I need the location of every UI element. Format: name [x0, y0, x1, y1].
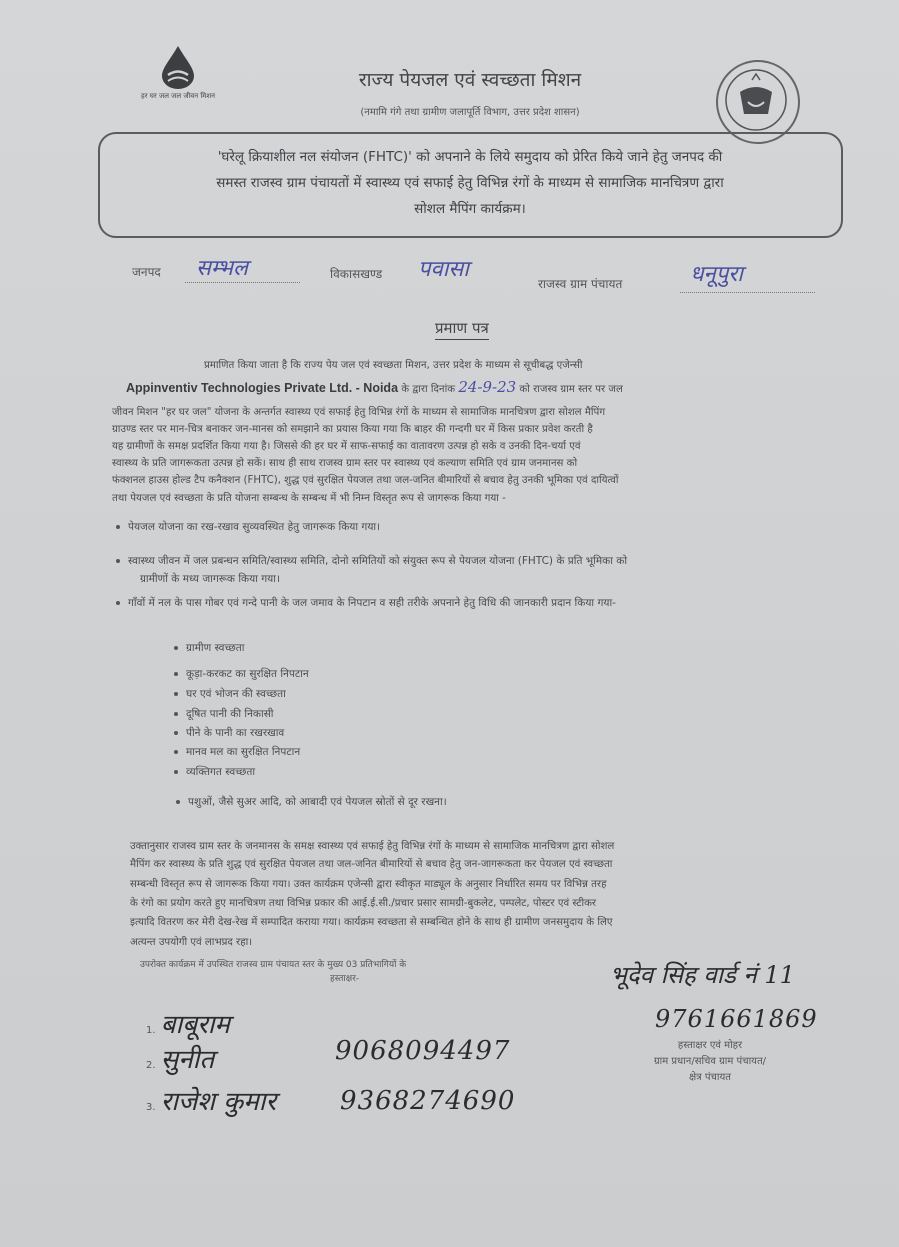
topic-item-3: [174, 687, 286, 701]
closing-line-5: इत्यादि वितरण कर मेरी देख-रेख में सम्पादित कराया गया। कार्यक्रम स्वच्छता से सम्बन्धित होने के साथ ही ग्रामीण जनसमुदाय के लिए: [130, 917, 613, 928]
org-title: राज्य पेयजल एवं स्वच्छता मिशन: [358, 69, 582, 91]
participant-row-3: [146, 1082, 276, 1118]
participant-row-2: [146, 1040, 214, 1076]
participant-num: 2.: [146, 1060, 156, 1071]
participant-num: 3.: [146, 1102, 156, 1113]
topic-text: दूषित पानी की निकासी: [186, 708, 274, 720]
bullet-dot: [174, 712, 178, 716]
closing-line-4: के रंगो का प्रयोग करते हुए मानचित्रण तथा विभिन्न प्रकार की आई.ई.सी./प्रचार प्रसार सामग्री-बुकलेट, पम्पलेट, पोस्टर एवं स्टीकर: [130, 898, 597, 909]
participant-signature: राजेश कुमार: [160, 1087, 277, 1117]
agency-name: Appinventiv Technologies Private Ltd. - Noida: [126, 381, 399, 395]
bullet-dot: [174, 770, 178, 774]
intro-date-prefix: के द्वारा दिनांक: [401, 384, 456, 395]
participant-num: 1.: [146, 1025, 156, 1036]
closing-line-1: उक्तानुसार राजस्व ग्राम स्तर के जनमानस के समक्ष स्वास्थ्य एवं सफाई हेतु विभिन्न रंगों के माध्यम से सामाजिक मानचित्रण द्वारा सोशल: [130, 841, 615, 852]
intro-line-2: [126, 378, 856, 396]
district-underline: [185, 282, 300, 283]
org-subtitle: (नमामि गंगे तथा ग्रामीण जलापूर्ति विभाग, उत्तर प्रदेश शासन): [360, 107, 580, 118]
bullet-dot: [176, 800, 180, 804]
panchayat-value: धनूपुरा: [690, 262, 743, 287]
pradhan-caption-line-3: क्षेत्र पंचायत: [689, 1072, 731, 1083]
closing-line-6: अत्यन्त उपयोगी एवं लाभप्रद रहा।: [130, 937, 253, 948]
bullet-1-text: पेयजल योजना का रख-रखाव सुव्यवस्थित हेतु जागरूक किया गया।: [128, 521, 381, 533]
intro-date-suffix: को राजस्व ग्राम स्तर पर जल: [519, 384, 623, 395]
bullet-3: [116, 596, 856, 610]
closing-line-3: सम्बन्धी विस्तृत रूप से जागरूक किया गया। उक्त कार्यक्रम एजेन्सी द्वारा स्वीकृत माड्यूल के अनुसार निर्धारित समय पर विभिन्न तरह: [130, 879, 607, 890]
topic-text: मानव मल का सुरक्षित निपटान: [186, 746, 301, 758]
animals-note: [176, 795, 447, 809]
participant-phone-2: 9068094497: [335, 1036, 511, 1066]
topic-item-6: [174, 745, 300, 759]
closing-line-2: मैपिंग कर स्वास्थ्य के प्रति शुद्ध एवं सुरक्षित पेयजल तथा जल-जनित बीमारियों से बचाव हेतु जन-जागरूकता कर पेयजल एवं स्वच्छता: [130, 859, 613, 870]
bullet-dot: [174, 646, 178, 650]
block-label: विकासखण्ड: [330, 267, 383, 281]
intro-line-7: फंक्शनल हाउस होल्ड टैप कनैक्शन (FHTC), शुद्ध एवं सुरक्षित पेयजल तथा जल-जनित बीमारियों से बचाव हेतु उनकी भूमिका एवं दायित्वों: [112, 475, 619, 486]
bullet-dot: [116, 525, 120, 529]
logo-tagline: हर घर जल जल जीवन मिशन: [140, 92, 215, 100]
bullet-dot: [174, 750, 178, 754]
topic-text: ग्रामीण स्वच्छता: [186, 642, 245, 654]
program-banner: [98, 132, 843, 238]
pradhan-caption-line-2: ग्राम प्रधान/सचिव ग्राम पंचायत/: [653, 1056, 767, 1067]
banner-line-3: सोशल मैपिंग कार्यक्रम।: [414, 201, 526, 217]
block-value: पवासा: [418, 257, 469, 282]
participant-phone-3: 9368274690: [340, 1086, 516, 1116]
topic-text: घर एवं भोजन की स्वच्छता: [186, 688, 286, 700]
intro-line-3: जीवन मिशन "हर घर जल" योजना के अन्तर्गत स्वास्थ्य एवं सफाई हेतु विभिन्न रंगों के माध्यम से सामाजिक मानचित्रण द्वारा सोशल मैपिंग: [112, 407, 606, 418]
banner-line-1: 'घरेलू क्रियाशील नल संयोजन (FHTC)' को अपनाने के लिये समुदाय को प्रेरित किये जाने हेतु जनपद की: [217, 149, 723, 165]
bullet-2: [116, 554, 856, 568]
bullet-2-cont: ग्रामीणों के मध्य जागरूक किया गया।: [140, 573, 280, 585]
topic-item-4: [174, 707, 274, 721]
bullet-2-text: स्वास्थ्य जीवन में जल प्रबन्धन समिति/स्वास्थ्य समिति, दोनो समितियों को संयुक्त रूप से पेयजल योजना (FHTC) के प्रति भूमिका को: [128, 555, 628, 567]
panchayat-underline: [680, 292, 815, 293]
intro-line-4: ग्राउण्ड स्तर पर मान-चित्र बनाकर जन-मानस को समझाने का प्रयास किया गया कि बाहर की गन्दगी घर में किस प्रकार प्रवेश करती है: [112, 424, 593, 435]
topic-item-7: [174, 765, 255, 779]
jal-jeevan-mission-logo: [138, 44, 218, 124]
bullet-dot: [174, 731, 178, 735]
topic-text: व्यक्तिगत स्वच्छता: [186, 766, 256, 778]
bullet-dot: [116, 559, 120, 563]
pradhan-caption-line-1: हस्ताक्षर एवं मोहर: [677, 1040, 743, 1051]
participant-row-1: [146, 1005, 230, 1041]
district-label: जनपद: [132, 265, 161, 279]
bullet-dot: [174, 672, 178, 676]
bullet-1: [116, 520, 380, 534]
pradhan-phone: 9761661869: [655, 1005, 818, 1033]
topic-text: कूड़ा-करकट का सुरक्षित निपटान: [186, 668, 309, 680]
topic-item-5: [174, 726, 284, 740]
participants-caption-line-2: हस्ताक्षर-: [330, 974, 360, 984]
bullet-dot: [174, 692, 178, 696]
district-value: सम्भल: [196, 256, 248, 281]
topic-item-1: [174, 641, 244, 655]
bullet-dot: [116, 601, 120, 605]
participants-caption: [140, 958, 540, 986]
bullet-3-text: गाँवों में नल के पास गोबर एवं गन्दे पानी के जल जमाव के निपटान व सही तरीके अपनाने हेतु विधि की जानकारी प्रदान किया गया-: [128, 597, 616, 609]
intro-line-5: यह ग्रामीणों के समक्ष प्रदर्शित किया गया है। जिससे की हर घर में साफ-सफाई का वातावरण उत्पन्न हो सके व उनकी दिन-चर्या एवं: [112, 441, 581, 452]
animals-note-text: पशुओं, जैसे सुअर आदि, को आबादी एवं पेयजल स्रोतों से दूर रखना।: [188, 796, 447, 808]
panchayat-label: राजस्व ग्राम पंचायत: [538, 277, 623, 291]
intro-line-6: स्वास्थ्य के प्रति जागरूकता उत्पन्न हो सकें। साथ ही साथ राजस्व ग्राम स्तर पर स्वास्थ्य एवं कल्याण समिति एवं ग्राम जनमानस को: [112, 458, 578, 469]
intro-line-1: प्रमाणित किया जाता है कि राज्य पेय जल एवं स्वच्छता मिशन, उत्तर प्रदेश के माध्यम से सूचीबद्ध एजेन्सी: [204, 360, 583, 371]
topic-text: पीने के पानी का रखरखाव: [186, 727, 285, 739]
banner-line-2: समस्त राजस्व ग्राम पंचायतों में स्वास्थ्य एवं सफाई हेतु विभिन्न रंगों के माध्यम से सामाजिक मानचित्रण द्वारा: [216, 175, 724, 191]
program-date: 24-9-23: [458, 378, 517, 396]
participant-signature: सुनीत: [160, 1045, 215, 1075]
participants-caption-line-1: उपरोक्त कार्यक्रम में उपस्थित राजस्व ग्राम पंचायत स्तर के मुख्य 03 प्रतिभागियों के: [140, 960, 407, 970]
certificate-title: प्रमाण पत्र: [435, 318, 489, 340]
water-drop-icon: [138, 44, 218, 90]
pradhan-caption: [600, 1038, 820, 1086]
intro-line-8: तथा पेयजल एवं स्वच्छता के प्रति योजना सम्बन्ध के सम्बन्ध में भी निम्न विस्तृत रूप से जागरूक किया गया -: [112, 493, 506, 504]
topic-item-2: [174, 667, 309, 681]
pradhan-signature: भूदेव सिंह वार्ड नं 11: [610, 961, 795, 989]
participant-signature: बाबूराम: [160, 1010, 230, 1040]
emblem-icon: [718, 62, 794, 138]
